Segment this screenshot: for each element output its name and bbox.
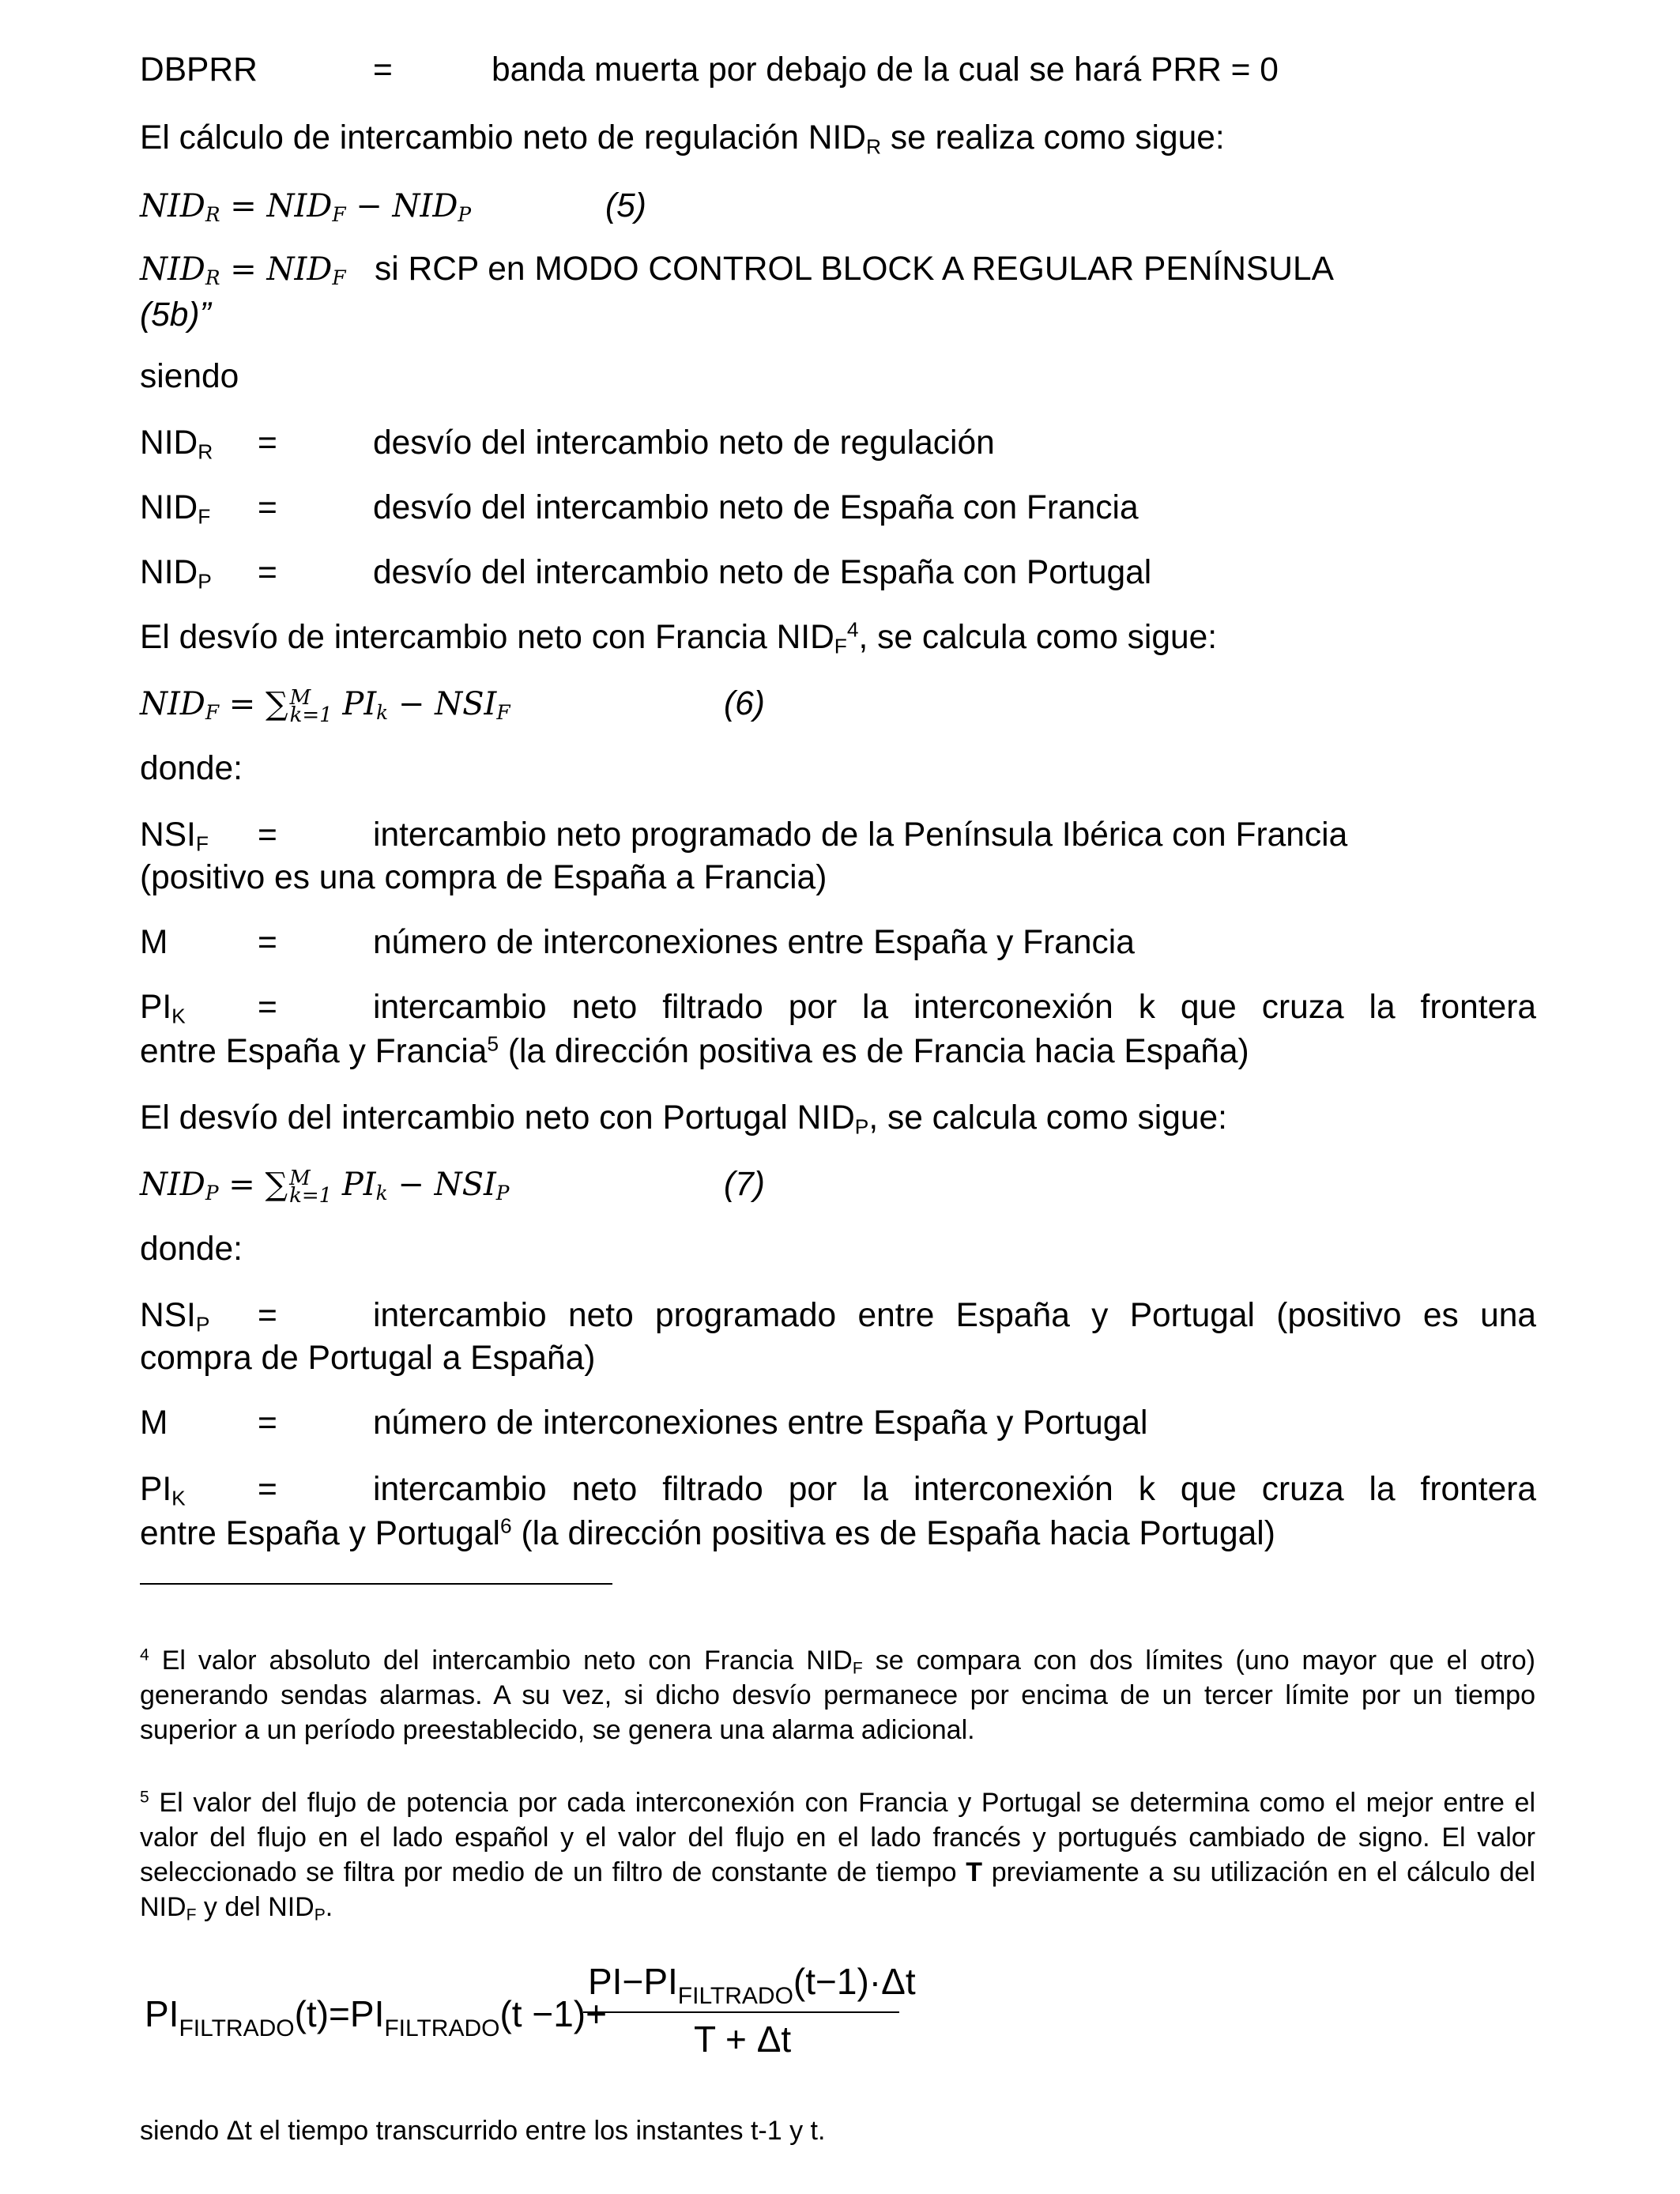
formula-pi-1: PI xyxy=(145,1993,179,2034)
eq7-minus: − xyxy=(387,1167,435,1203)
def-nsif-continuation: (positivo es una compra de España a Francia) xyxy=(140,859,827,896)
footnote-5-sub-f: F xyxy=(186,1906,197,1924)
intro-nidf-sub: F xyxy=(834,634,847,658)
def-nidp-sub: P xyxy=(198,569,212,594)
intro-nidp-text: El desvío del intercambio neto con Portugal NID xyxy=(140,1099,855,1137)
def-m1-symbol: M xyxy=(140,924,168,961)
eq6-sum-sign: ∑ xyxy=(266,686,288,722)
intro-nidf-text: El desvío de intercambio neto con Francia NID xyxy=(140,619,834,656)
footnote-5-text-c: y del NID xyxy=(196,1892,315,1922)
formula-arg-t1: (t −1) xyxy=(499,1993,586,2034)
formula-equals: = xyxy=(329,1993,350,2034)
def-nsif-sub: F xyxy=(195,831,209,856)
equation-6-label: (6) xyxy=(724,685,765,722)
eq6-minus: − xyxy=(388,686,435,722)
def-nidp-description: desvío del intercambio neto de España con Portugal xyxy=(373,554,1152,591)
formula-plus: + xyxy=(586,1993,608,2034)
def-nsip-equals: = xyxy=(258,1297,277,1334)
intro-nidr-sub: R xyxy=(865,134,882,159)
def-pik1-cont-after: (la dirección positiva es de Francia hacia España) xyxy=(499,1033,1249,1070)
eq5-term1: NID xyxy=(266,188,333,224)
def-nsif-symbol xyxy=(140,812,209,858)
def-nsif-description: intercambio neto programado de la Península Ibérica con Francia xyxy=(373,816,1348,854)
def-pik1-symbol xyxy=(140,985,186,1031)
def-nidr-description: desvío del intercambio neto de regulación xyxy=(373,424,995,462)
footnote-5-sub-p: P xyxy=(314,1906,326,1924)
intro-nidr-tail: se realiza como sigue: xyxy=(881,119,1225,156)
eq6-sum-upper: M xyxy=(289,686,311,710)
def-pik2-sub: K xyxy=(171,1486,186,1510)
donde-label-1: donde: xyxy=(140,750,243,787)
filter-formula-lhs xyxy=(145,1991,607,2052)
eq5-equals: = xyxy=(220,188,267,224)
def-pik2-cont-after: (la dirección positiva es de España hacia Portugal) xyxy=(511,1515,1275,1552)
equation-7-label: (7) xyxy=(724,1166,765,1203)
def-pik2-cont-before: entre España y Portugal xyxy=(140,1515,500,1552)
def-m1-equals: = xyxy=(258,924,277,961)
def-nsip-sym: NSI xyxy=(140,1297,196,1334)
eq7-term2-sub: P xyxy=(495,1182,510,1205)
def-nsip-sub: P xyxy=(195,1312,210,1336)
eq5-minus: − xyxy=(345,188,393,224)
eq6-term2: NSI xyxy=(435,686,497,722)
eq7-term1-sub: k xyxy=(375,1182,388,1205)
eq7-term2: NSI xyxy=(434,1167,496,1203)
eq7-term1: PI xyxy=(332,1167,376,1203)
filter-formula-denominator: T + Δt xyxy=(694,2019,792,2060)
eq6-sum-lower: k=1 xyxy=(289,703,333,727)
formula-sub-2: FILTRADO xyxy=(384,2015,500,2041)
equation-5b-label: (5b)” xyxy=(140,296,211,334)
def-nidf-sub: F xyxy=(198,504,211,529)
intro-nidp-tail: , se calcula como sigue: xyxy=(868,1099,1227,1137)
eq6-term2-sub: F xyxy=(496,701,510,725)
def-pik1-equals: = xyxy=(258,989,277,1026)
def-pik1-description xyxy=(373,985,1536,1031)
eq5b-lhs: NID xyxy=(140,251,205,288)
def-nidf-equals: = xyxy=(258,489,277,526)
def-pik2-continuation xyxy=(140,1511,1275,1557)
formula-num-sub: FILTRADO xyxy=(677,1983,793,2009)
equation-5b-condition: si RCP en MODO CONTROL BLOCK A REGULAR PENÍNSULA xyxy=(375,251,1334,288)
def-nidp-sym: NID xyxy=(140,554,198,591)
eq6-term1: PI xyxy=(332,686,377,722)
dbprr-equals: = xyxy=(373,51,393,89)
eq5b-term1-sub: F xyxy=(332,266,346,290)
def-m2-description: número de interconexiones entre España y Portugal xyxy=(373,1404,1148,1442)
def-nidf-symbol xyxy=(140,485,210,531)
equation-7 xyxy=(140,1162,509,1208)
def-pik2-sym: PI xyxy=(140,1471,172,1508)
siendo-label: siendo xyxy=(140,358,239,395)
def-nsip-continuation: compra de Portugal a España) xyxy=(140,1340,596,1377)
intro-nidr-text: El cálculo de intercambio neto de regulación NID xyxy=(140,119,866,156)
formula-sub-1: FILTRADO xyxy=(179,2015,295,2041)
eq6-equals: = xyxy=(219,686,266,722)
def-nidr-sym: NID xyxy=(140,424,198,462)
footnote-ref-6[interactable]: 6 xyxy=(499,1514,512,1538)
equation-5 xyxy=(140,183,471,229)
footnote-5-end: . xyxy=(325,1892,333,1922)
eq5-lhs: NID xyxy=(140,188,205,224)
equation-5-label: (5) xyxy=(605,187,646,224)
def-pik2-desc-text: intercambio neto filtrado por la interconexión k que cruza la frontera xyxy=(373,1471,1536,1508)
equation-5b xyxy=(140,247,346,292)
footnote-4-sub: F xyxy=(852,1659,863,1678)
def-nidr-equals: = xyxy=(258,424,277,462)
footnote-ref-4[interactable]: 4 xyxy=(846,617,859,642)
def-pik1-sym: PI xyxy=(140,989,172,1026)
eq5-lhs-sub: R xyxy=(205,203,220,227)
filter-formula-numerator xyxy=(588,1958,916,2019)
intro-nidf-tail: , se calcula como sigue: xyxy=(858,619,1218,656)
eq5b-term1: NID xyxy=(266,251,333,288)
footnote-5-text-b: previamente a su utilización en el cálculo del NID xyxy=(140,1857,1535,1922)
formula-num-pi: PI−PI xyxy=(588,1961,678,2002)
def-m2-symbol: M xyxy=(140,1404,168,1442)
eq5-term1-sub: F xyxy=(332,203,346,227)
def-m2-equals: = xyxy=(258,1404,277,1442)
footnote-5-number: 5 xyxy=(140,1788,149,1807)
intro-nidp xyxy=(140,1095,1227,1141)
def-nidp-equals: = xyxy=(258,554,277,591)
def-nsif-equals: = xyxy=(258,816,277,854)
formula-arg-t: (t) xyxy=(294,1993,330,2034)
footnote-4 xyxy=(140,1643,1535,1747)
eq5b-equals: = xyxy=(220,251,267,288)
eq7-equals: = xyxy=(218,1167,266,1203)
footnote-separator xyxy=(140,1583,612,1585)
def-nidp-symbol xyxy=(140,550,212,596)
def-pik1-desc-text: intercambio neto filtrado por la interconexión k que cruza la frontera xyxy=(373,989,1536,1026)
def-pik1-continuation xyxy=(140,1029,1249,1075)
eq7-lhs-sub: P xyxy=(205,1182,219,1205)
eq5-term2: NID xyxy=(392,188,458,224)
footnote-4-text-b: se compara con dos límites (uno mayor que el otro) generando sendas alarmas. A su vez, si dicho desvío permanece por encima de un tercer límite por un tiempo superior a un período preestablecido, se genera una alarma adicional. xyxy=(140,1646,1535,1745)
donde-label-2: donde: xyxy=(140,1231,243,1268)
def-pik2-symbol xyxy=(140,1467,186,1513)
def-pik1-cont-before: entre España y Francia xyxy=(140,1033,488,1070)
def-nidf-description: desvío del intercambio neto de España con Francia xyxy=(373,489,1139,526)
footnote-5-bold-t: T xyxy=(966,1857,983,1887)
eq6-lhs-sub: F xyxy=(205,701,220,725)
dbprr-symbol: DBPRR xyxy=(140,51,258,89)
def-pik2-equals: = xyxy=(258,1471,277,1508)
eq5-term2-sub: P xyxy=(458,203,472,227)
def-nidr-sub: R xyxy=(198,439,213,464)
def-nidf-sym: NID xyxy=(140,489,198,526)
eq6-lhs: NID xyxy=(140,686,205,722)
def-nidr-symbol xyxy=(140,420,213,466)
dbprr-description: banda muerta por debajo de la cual se hará PRR = 0 xyxy=(492,51,1279,89)
formula-num-arg: (t−1)·Δt xyxy=(793,1961,916,2002)
eq7-sum-sign: ∑ xyxy=(265,1167,288,1203)
formula-pi-2: PI xyxy=(349,1993,385,2034)
footnote-ref-5[interactable]: 5 xyxy=(487,1031,499,1056)
footnote-5 xyxy=(140,1785,1535,1924)
eq7-lhs: NID xyxy=(140,1167,205,1203)
intro-nidp-sub: P xyxy=(854,1114,869,1139)
def-nsif-sym: NSI xyxy=(140,816,196,854)
footnote-4-text-a: El valor absoluto del intercambio neto con Francia NID xyxy=(149,1646,853,1676)
footnote-4-number: 4 xyxy=(140,1646,149,1664)
intro-nidf xyxy=(140,615,1217,661)
equation-6 xyxy=(140,681,510,727)
def-nsip-desc-text: intercambio neto programado entre España y Portugal (positivo es una xyxy=(373,1297,1536,1334)
eq7-sum-upper: M xyxy=(289,1167,311,1190)
def-pik2-description xyxy=(373,1467,1536,1513)
def-nsip-description xyxy=(373,1293,1536,1339)
def-pik1-sub: K xyxy=(171,1004,186,1028)
eq5b-lhs-sub: R xyxy=(205,266,220,290)
footnote-5-text-a: El valor del flujo de potencia por cada interconexión con Francia y Portugal se determina como el mejor entre el valor del flujo en el lado español y el valor del flujo en el lado francés y portugués cambiado de signo. El valor seleccionado se filtra por medio de un filtro de constante de tiempo xyxy=(140,1788,1535,1887)
filter-formula-fraction-bar xyxy=(583,2011,899,2013)
eq7-sum-lower: k=1 xyxy=(289,1184,333,1208)
final-line: siendo Δt el tiempo transcurrido entre los instantes t-1 y t. xyxy=(140,2116,826,2146)
intro-nidr xyxy=(140,115,1225,161)
def-m1-description: número de interconexiones entre España y Francia xyxy=(373,924,1135,961)
eq6-term1-sub: k xyxy=(376,701,389,725)
def-nsip-symbol xyxy=(140,1293,209,1339)
